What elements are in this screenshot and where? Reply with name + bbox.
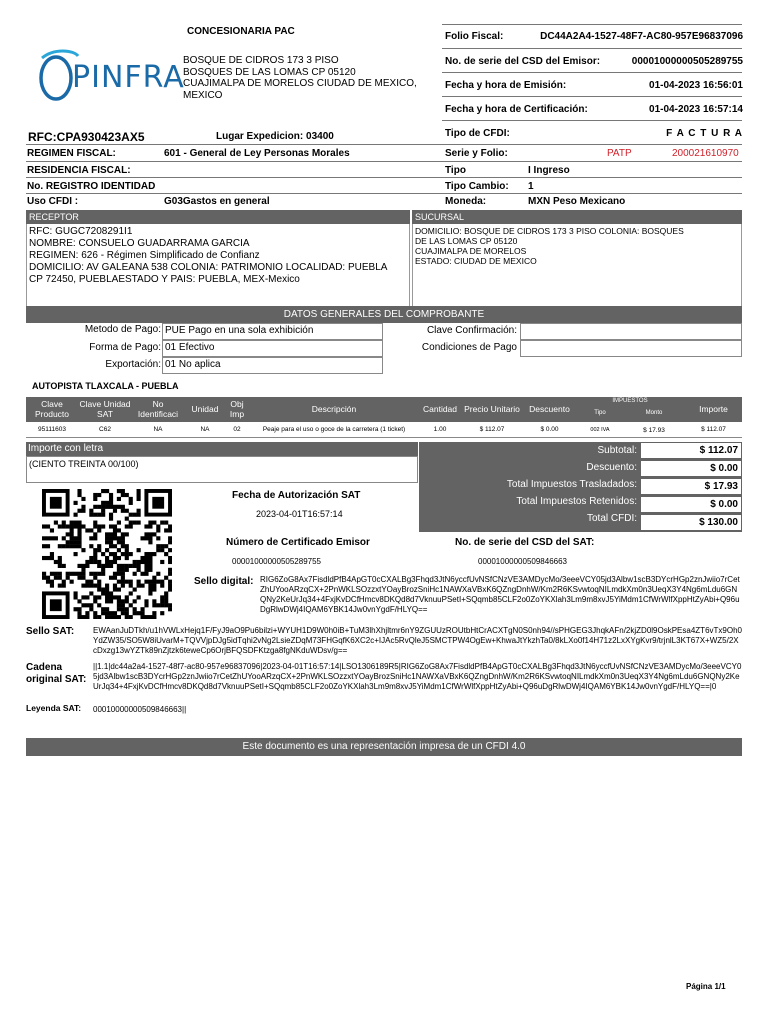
cert-emisor-value: 00001000000505289755: [232, 557, 321, 566]
csd-sat-label: No. de serie del CSD del SAT:: [455, 537, 595, 548]
fecha-autorizacion-label: Fecha de Autorización SAT: [232, 490, 361, 501]
tipo-value: I Ingreso: [528, 165, 570, 176]
subtotal-value: $ 112.07: [641, 443, 741, 458]
regimen-fiscal-value: 601 - General de Ley Personas Morales: [164, 148, 350, 159]
uso-cfdi-label: Uso CFDI :: [27, 196, 79, 207]
sucursal-line: DE LAS LOMAS CP 05120: [415, 236, 518, 246]
col-monto: Monto: [645, 410, 663, 416]
fecha-autorizacion-value: 2023-04-01T16:57:14: [256, 509, 343, 519]
sello-sat-value: EWAanJuDTkh/u1hVWLxHejq1F/FyJ9aO9Pu6bilzi+WYUH1D9W0h0iB+TuM3lhXhjltmr6nY9ZGUUzROUtbHtCrACXTgN0S0nh94//sPHGEG3JhqkAFn/2kjZD0l9OskPEsa4ZT6vTx9Oh0YdZW35/SO5W8iUvarM+TQVVjpDJg5idTqhi2vNg2LsieZDqM73FHGqfK6XC2c+IJAc5RvQleJ5SMCTPW4OgEw+KhwaJtYkzhTa0/8kLXo0f14H71z2LxXYgKvr9/trjnlL3KT67X+WZ5/2XcDxzg13wYZTk89nZjtzk6teweCp6OrjBFQSDFKtzga8fgNKduWDsv/g==: [93, 626, 742, 655]
logo-text: PINFRA: [72, 60, 185, 95]
sucursal-header: SUCURSAL: [412, 210, 742, 224]
fecha-certificacion-value: 01-04-2023 16:57:14: [649, 104, 743, 115]
address-line: BOSQUES DE LAS LOMAS CP 05120: [183, 66, 356, 78]
condiciones-pago-box: [520, 340, 742, 357]
lugar-expedicion: Lugar Expedicion: 03400: [216, 131, 334, 142]
cell-clave-unidad: C62: [99, 426, 111, 433]
moneda-value: MXN Peso Mexicano: [528, 196, 626, 207]
trasladados-value: $ 17.93: [641, 479, 741, 494]
tipo-label: Tipo: [445, 165, 466, 176]
forma-pago-label: Forma de Pago:: [89, 342, 161, 353]
tipo-cambio-value: 1: [528, 181, 534, 192]
col-unidad: Unidad: [191, 404, 219, 414]
registro-identidad-label: No. REGISTRO IDENTIDAD: [27, 181, 156, 192]
col-tipo: Tipo: [594, 410, 606, 416]
receptor-header: RECEPTOR: [26, 210, 410, 224]
subtotal-label: Subtotal:: [597, 445, 637, 456]
forma-pago-value: 01 Efectivo: [165, 342, 215, 353]
address-line: MEXICO: [183, 89, 223, 101]
table-row: [26, 422, 742, 438]
receptor-details: [29, 226, 387, 286]
serie-value: PATP: [607, 148, 632, 159]
col-cantidad: Cantidad: [422, 404, 458, 414]
cell-unidad: NA: [200, 426, 210, 433]
descuento-label: Descuento:: [586, 462, 637, 473]
sucursal-details: [415, 226, 740, 266]
cadena-original-label: Cadena original SAT:: [26, 662, 87, 685]
totals-values: [641, 443, 741, 530]
col-clave-unidad: Clave Unidad SAT: [79, 399, 131, 419]
cell-obj-imp: 02: [233, 426, 241, 433]
col-no-identificacion: No Identificaci: [137, 399, 179, 419]
receptor-line: DOMICILIO: AV GALEANA 538 COLONIA: PATRIMONIO LOCALIDAD: PUEBLA: [29, 262, 388, 273]
company-address: [183, 55, 417, 101]
cell-impuesto-tipo: 002 IVA: [590, 427, 610, 433]
fecha-certificacion-label: Fecha y hora de Certificación:: [445, 104, 588, 115]
condiciones-pago-label: Condiciones de Pago: [421, 342, 517, 353]
cell-descuento: $ 0.00: [540, 426, 559, 433]
cadena-original-value: ||1.1|dc44a2a4-1527-48f7-ac80-957e96837096|2023-04-01T16:57:14|LSO1306189R5|RIG6ZoG8Ax7FisdldPfB4ApGT0cCXALBg3Fhqd3JtN6yccfUvNSfCNzVE3AMDycMo/3eeeVCY05jd3Albw1scB3DYcrHGp2znJwiio7rCetZhUYooARzqCX+2PnWKLSOzzxtYOayBrozSniHc1NAWXaVBxK6QZngDnhW/Km2R6KSvwtoqNILmdkXm0n3UeqX3Y4Ng6mLdu6GNQNy2KeUrJq34+4FxjKvDCfHmcv8DKQd8d7VknuuPSetI+SQqmb85CLF2o0ZoYKXlah3Lm9m8xvJ5YiMdm1CfWrWlfXppHtZyAbi+Q96uDgRlwDWj4IQAM6YBK14Jw0vnYgdF/HLYQ==|0: [93, 662, 742, 691]
sello-digital-label: Sello digital:: [194, 576, 254, 587]
receptor-line: REGIMEN: 626 - Régimen Simplificado de Confianz: [29, 250, 260, 261]
col-descripcion: Descripción: [311, 404, 357, 414]
col-importe: Importe: [699, 404, 728, 414]
company-name: CONCESIONARIA PAC: [187, 26, 295, 37]
totals-labels: [419, 442, 637, 527]
tipo-cfdi-label: Tipo de CFDI:: [445, 128, 510, 139]
importe-letra-header: Importe con letra: [26, 442, 418, 456]
col-impuestos: IMPUESTOS: [612, 398, 648, 404]
tipo-cfdi-value: F A C T U R A: [666, 128, 743, 139]
cell-impuesto-monto: $ 17.93: [643, 427, 665, 434]
retenidos-label: Total Impuestos Retenidos:: [516, 496, 637, 507]
sello-digital-value: RIG6ZoG8Ax7FisdldPfB4ApGT0cCXALBg3Fhqd3JtN6yccfUvNSfCNzVE3AMDycMo/3eeeVCY05jd3Albw1scB3DYcrHGp2znJwiio7rCetZhUYooARzqCX+2PnWKLSOzzxtYOayBrozSniHc1NAWXaVBxK6QZngDnhW/Km2R6KSvwtoqNILmdkXm0n3UeqX3Y4Ng6mLdu6GNQNy2KeUrJq34+4FxjKvDCfHmcv8DKQd8d7VknuuPSetI+SQqmb85CLF2o0ZoYKXlah3Lm9m8xvJ5YiMdm1CfWrWlfXppHtZyAbi+Q96uDgRlwDWj4IQAM6YBK14Jw0vnYgdF/HLYQ==: [260, 575, 740, 614]
receptor-line: NOMBRE: CONSUELO GUADARRAMA GARCIA: [29, 238, 250, 249]
clave-confirmacion-label: Clave Confirmación:: [426, 325, 517, 336]
datos-generales-header: DATOS GENERALES DEL COMPROBANTE: [26, 306, 742, 323]
sucursal-line: ESTADO: CIUDAD DE MEXICO: [415, 256, 537, 266]
exportacion-value: 01 No aplica: [165, 359, 221, 370]
col-descuento: Descuento: [529, 404, 570, 414]
exportacion-label: Exportación:: [105, 359, 161, 370]
trasladados-label: Total Impuestos Trasladados:: [506, 479, 637, 490]
csd-emisor-value: 00001000000505289755: [631, 56, 743, 67]
fecha-emision-label: Fecha y hora de Emisión:: [445, 80, 567, 91]
sello-sat-label: Sello SAT:: [26, 626, 75, 637]
fecha-emision-value: 01-04-2023 16:56:01: [649, 80, 743, 91]
page-number: Página 1/1: [686, 982, 726, 991]
metodo-pago-value: PUE Pago en una sola exhibición: [165, 325, 314, 336]
address-line: CUAJIMALPA DE MORELOS CIUDAD DE MEXICO,: [183, 78, 417, 89]
cell-cantidad: 1.00: [433, 426, 447, 433]
total-cfdi-value: $ 130.00: [641, 515, 741, 530]
metodo-pago-label: Metodo de Pago:: [84, 324, 161, 335]
emisor-rfc: RFC:CPA930423AX5: [28, 130, 145, 144]
csd-emisor-label: No. de serie del CSD del Emisor:: [445, 56, 601, 67]
importe-letra-value: (CIENTO TREINTA 00/100): [29, 459, 139, 469]
section-title: AUTOPISTA TLAXCALA - PUEBLA: [32, 381, 179, 391]
clave-confirmacion-box: [520, 323, 742, 340]
col-clave-producto: Clave Producto: [34, 399, 70, 419]
folio-fiscal-value: DC44A2A4-1527-48F7-AC80-957E96837096: [540, 31, 743, 42]
qr-code: [42, 489, 172, 619]
col-obj-imp: Obj Imp: [229, 399, 245, 419]
address-line: BOSQUE DE CIDROS 173 3 PISO: [183, 55, 339, 66]
folio-number: 200021610970: [672, 148, 739, 159]
uso-cfdi-value: G03Gastos en general: [164, 196, 270, 207]
sucursal-line: DOMICILIO: BOSQUE DE CIDROS 173 3 PISO COLONIA: BOSQUES: [415, 226, 684, 236]
leyenda-sat-label: Leyenda SAT:: [26, 703, 82, 713]
cell-descripcion: Peaje para el uso o goce de la carretera (1 ticket): [262, 426, 406, 433]
footer-banner: Este documento es una representación impresa de un CFDI 4.0: [26, 738, 742, 756]
company-logo: [34, 46, 185, 106]
cert-emisor-label: Número de Certificado Emisor: [226, 537, 370, 548]
total-cfdi-label: Total CFDI:: [586, 513, 637, 524]
qr-code-icon: [42, 489, 172, 619]
cell-no-identificacion: NA: [153, 426, 163, 433]
retenidos-value: $ 0.00: [641, 497, 741, 512]
items-table-header: [26, 397, 742, 422]
sucursal-line: CUAJIMALPA DE MORELOS: [415, 246, 527, 256]
cell-clave-producto: 95111603: [38, 426, 66, 433]
receptor-line: RFC: GUGC7208291I1: [29, 226, 133, 237]
col-precio-unitario: Precio Unitario: [464, 404, 520, 414]
cell-importe: $ 112.07: [701, 426, 726, 433]
receptor-line: CP 72450, PUEBLAESTADO Y PAIS: PUEBLA, MEX-Mexico: [29, 274, 300, 285]
residencia-fiscal-label: RESIDENCIA FISCAL:: [27, 165, 131, 176]
descuento-value: $ 0.00: [641, 461, 741, 476]
csd-sat-value: 00001000000509846663: [478, 557, 567, 566]
moneda-label: Moneda:: [445, 196, 487, 207]
cadena-original-tail: 00010000000509846663||: [93, 705, 187, 714]
cell-precio: $ 112.07: [479, 426, 505, 433]
regimen-fiscal-label: REGIMEN FISCAL:: [27, 148, 116, 159]
tipo-cambio-label: Tipo Cambio:: [445, 181, 509, 192]
serie-folio-label: Serie y Folio:: [445, 148, 508, 159]
folio-fiscal-label: Folio Fiscal:: [445, 31, 504, 42]
